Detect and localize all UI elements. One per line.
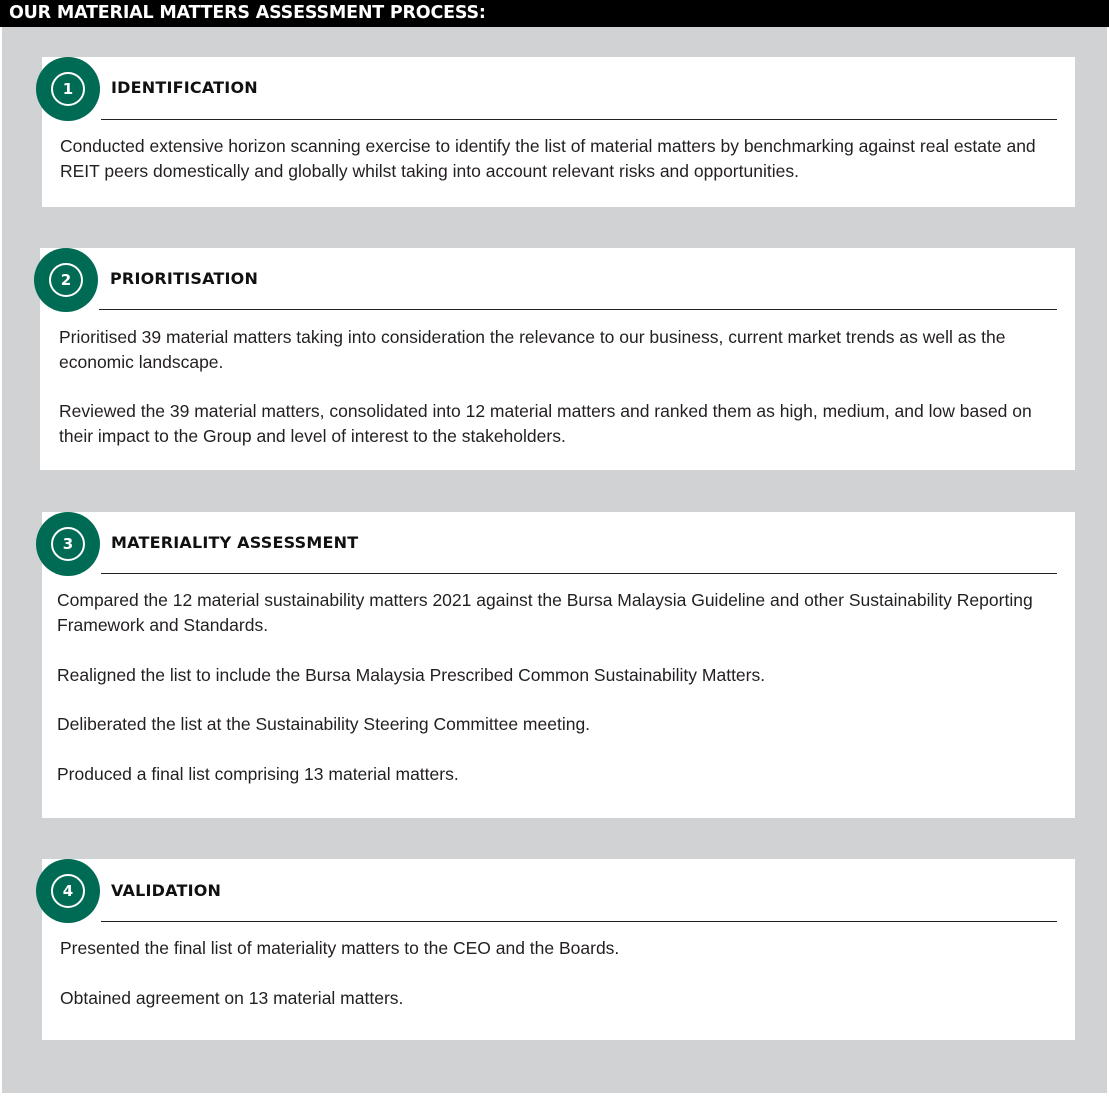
- step-number-badge: [36, 57, 100, 121]
- process-panel: [2, 27, 1107, 1093]
- step-divider: [101, 573, 1057, 574]
- step-number-badge: [36, 859, 100, 923]
- step-number: 2: [49, 263, 83, 297]
- step-number: 4: [51, 874, 85, 908]
- step-number-badge: [36, 512, 100, 576]
- step-description: Presented the final list of materiality matters to the CEO and the Boards.: [60, 938, 620, 958]
- step-description: Reviewed the 39 material matters, consolidated into 12 material matters and ranked them as high, medium, and low based on their impact to the Group and level of interest to the stakeholders.: [59, 401, 1032, 446]
- step-description: Deliberated the list at the Sustainability Steering Committee meeting.: [57, 714, 591, 734]
- step-divider: [101, 119, 1057, 120]
- step-title: PRIORITISATION: [110, 269, 259, 288]
- step-description: Obtained agreement on 13 material matters.: [60, 988, 404, 1008]
- step-divider: [101, 921, 1057, 922]
- step-description: Realigned the list to include the Bursa Malaysia Prescribed Common Sustainability Matters.: [57, 665, 766, 685]
- step-description: Compared the 12 material sustainability matters 2021 against the Bursa Malaysia Guideline and other Sustainability Reporting Framework and Standards.: [57, 590, 1033, 635]
- step-number: 1: [51, 72, 85, 106]
- step-description: Prioritised 39 material matters taking into consideration the relevance to our business, current market trends as well as the economic landscape.: [59, 327, 1006, 372]
- step-number: 3: [51, 527, 85, 561]
- step-title: IDENTIFICATION: [111, 78, 258, 97]
- step-description: Conducted extensive horizon scanning exercise to identify the list of material matters by benchmarking against real estate and REIT peers domestically and globally whilst taking into account relevant risks and opportunities.: [60, 136, 1036, 181]
- step-title: VALIDATION: [111, 881, 222, 900]
- page-title: OUR MATERIAL MATTERS ASSESSMENT PROCESS:: [0, 0, 1109, 27]
- step-description: Produced a final list comprising 13 material matters.: [57, 764, 459, 784]
- step-divider: [99, 309, 1057, 310]
- step-number-badge: [34, 248, 98, 312]
- step-title: MATERIALITY ASSESSMENT: [111, 533, 359, 552]
